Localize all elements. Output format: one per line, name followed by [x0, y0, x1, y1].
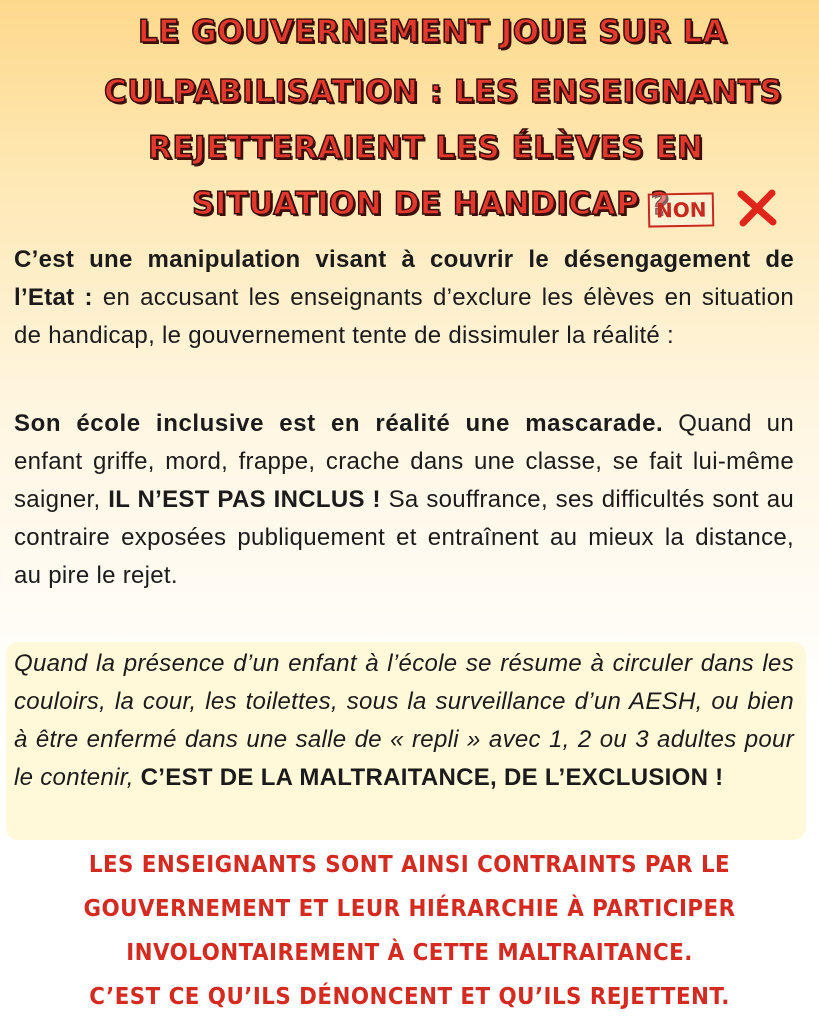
headline-line-1: LE GOUVERNEMENT JOUE SUR LA — [138, 14, 728, 50]
paragraph-manipulation-text: en accusant les enseignants d’exclure les élèves en situation de handicap, le gouvernement tente de dissimuler la réalité : — [14, 284, 794, 349]
paragraph-manipulation — [14, 241, 794, 355]
x-mark-icon — [735, 188, 779, 228]
paragraph-mascarade — [14, 405, 794, 595]
non-stamp: NON — [648, 192, 715, 227]
paragraph-maltraitance — [14, 645, 794, 797]
paragraph-mascarade-emphasis: IL N’EST PAS INCLUS ! — [108, 486, 381, 513]
headline-line-3: REJETTERAIENT LES ÉLÈVES EN — [148, 130, 704, 166]
headline-line-2: CULPABILISATION : LES ENSEIGNANTS — [104, 74, 783, 110]
paragraph-manipulation-lead: C’est une manipulation visant à couvrir le désengagement de l’Etat : — [14, 246, 794, 311]
footer-line-1: LES ENSEIGNANTS SONT AINSI CONTRAINTS PAR LE — [88, 852, 731, 878]
paragraph-maltraitance-emphasis: C’EST DE LA MALTRAITANCE, DE L’EXCLUSION ! — [140, 764, 724, 791]
paragraph-mascarade-text: Quand un enfant griffe, mord, frappe, crache dans une classe, se fait lui-même saigner, — [14, 410, 794, 513]
paragraph-mascarade-text-2: Sa souffrance, ses difficultés sont au contraire exposées publiquement et entraînent au mieux la distance, au pire le rejet. — [14, 486, 794, 589]
headline-line-4: SITUATION DE HANDICAP ? — [192, 186, 670, 222]
paragraph-mascarade-lead: Son école inclusive est en réalité une mascarade. — [14, 410, 664, 437]
paragraph-maltraitance-text: Quand la présence d’un enfant à l’école se résume à circuler dans les couloirs, la cour, les toilettes, sous la surveillance d’un AESH, ou bien à être enfermé dans une salle de « repli » avec 1, 2 ou 3 adultes pour le contenir, — [14, 650, 794, 791]
footer-line-4: C’EST CE QU’ILS DÉNONCENT ET QU’ILS REJETTENT. — [89, 984, 730, 1010]
footer-line-3: INVOLONTAIREMENT À CETTE MALTRAITANCE. — [126, 940, 693, 966]
footer-line-2: GOUVERNEMENT ET LEUR HIÉRARCHIE À PARTICIPER — [83, 896, 736, 922]
